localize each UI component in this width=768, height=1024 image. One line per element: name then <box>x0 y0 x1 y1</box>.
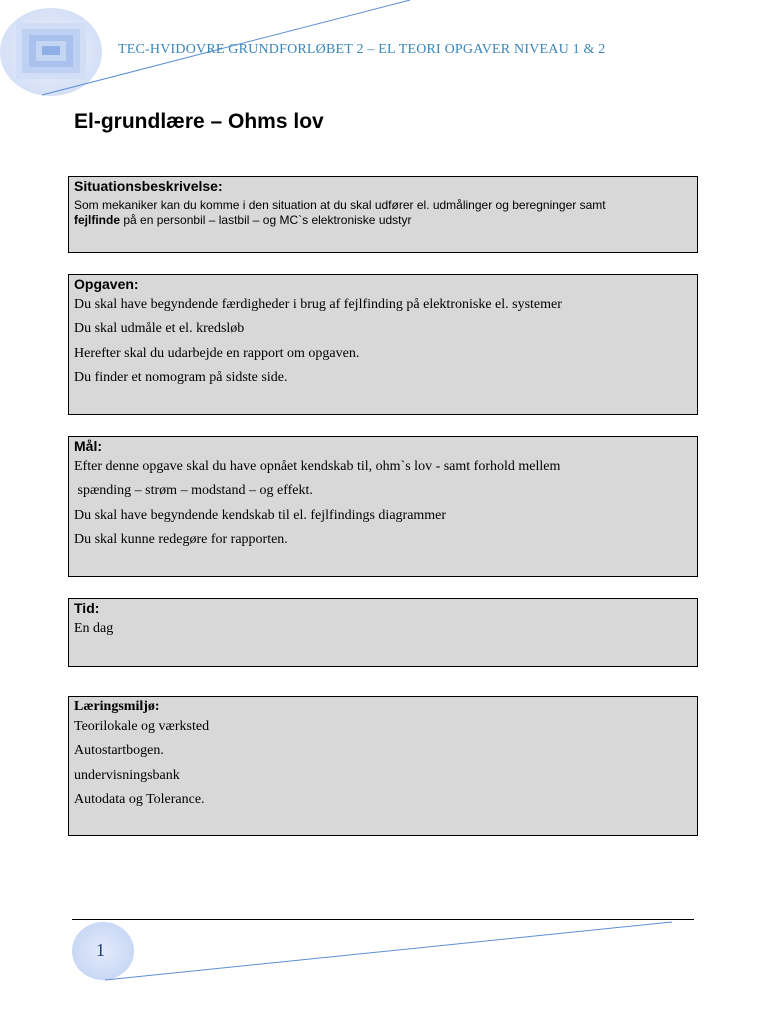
situation-bold-word: fejlfinde <box>74 213 121 227</box>
goal-line: spænding – strøm – modstand – og effekt. <box>74 483 313 499</box>
task-line: Du skal have begyndende færdigheder i brug af fejlfinding på elektroniske el. systemer <box>74 297 562 312</box>
goal-heading: Mål: <box>74 438 102 454</box>
environment-line: Autostartbogen. <box>74 743 164 759</box>
environment-line: undervisningsbank <box>74 767 180 783</box>
goal-line: Du skal have begyndende kendskab til el. fejlfindings diagrammer <box>74 507 447 523</box>
environment-box <box>68 696 698 836</box>
task-line: Du finder et nomogram på sidste side. <box>74 369 288 385</box>
situation-box <box>68 176 698 253</box>
task-heading: Opgaven: <box>74 276 139 292</box>
time-box <box>68 598 698 667</box>
time-line: En dag <box>74 621 114 636</box>
environment-line: Autodata og Tolerance. <box>74 791 205 807</box>
goal-box <box>68 436 698 577</box>
task-line: Herefter skal du udarbejde en rapport om opgaven. <box>74 345 360 361</box>
page-number: 1 <box>96 940 105 960</box>
page-title: El-grundlære – Ohms lov <box>74 110 324 133</box>
footer-decoration <box>0 910 768 1024</box>
situation-text: Som mekaniker kan du komme i den situation at du skal udfører el. udmålinger og beregninger samt fejlfinde på en personbil – lastbil – og MC`s elektroniske udstyr <box>74 198 606 227</box>
task-box <box>68 274 698 415</box>
goal-line: Du skal kunne redegøre for rapporten. <box>74 531 288 547</box>
time-heading: Tid: <box>74 600 100 616</box>
environment-heading: Læringsmiljø: <box>74 699 160 714</box>
situation-heading: Situationsbeskrivelse: <box>74 178 223 194</box>
footer-diagonal-line <box>105 922 672 980</box>
running-header: TEC-HVIDOVRE GRUNDFORLØBET 2 – EL TEORI OPGAVER NIVEAU 1 & 2 <box>118 42 606 57</box>
task-line: Du skal udmåle et el. kredsløb <box>74 321 245 337</box>
goal-line: Efter denne opgave skal du have opnået kendskab til, ohm`s lov - samt forhold mellem <box>74 459 561 474</box>
environment-line: Teorilokale og værksted <box>74 719 210 734</box>
